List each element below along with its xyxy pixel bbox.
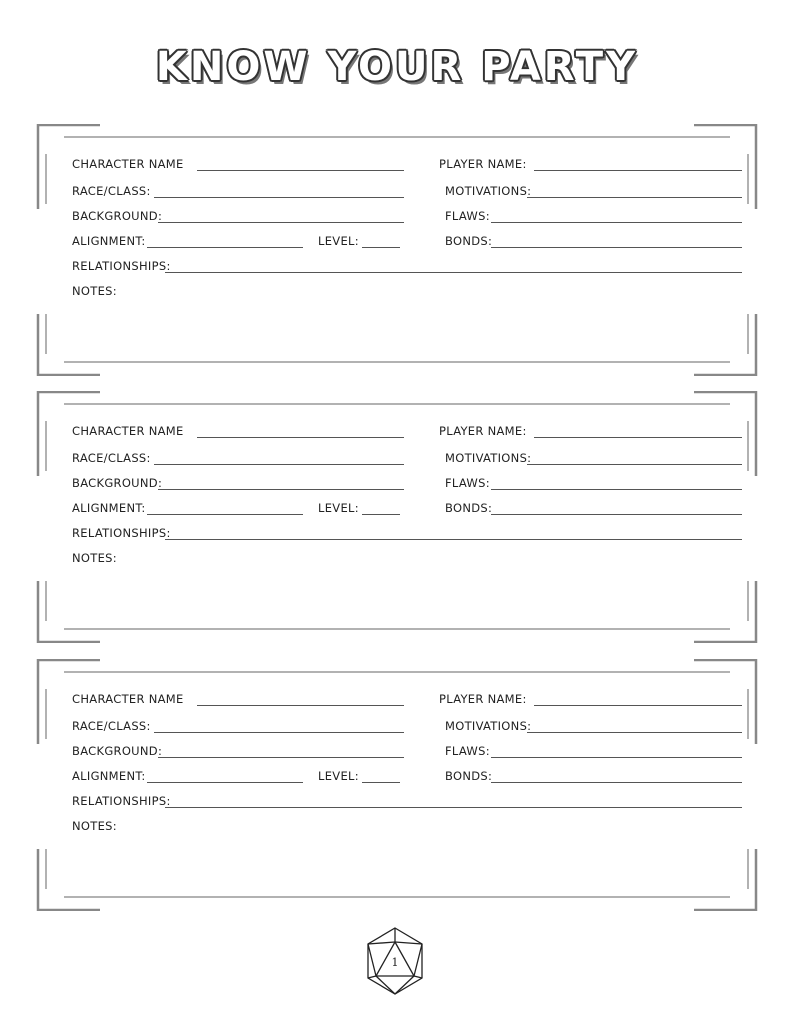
character-card-2 bbox=[0, 391, 794, 643]
notes-label: NOTES: bbox=[72, 819, 117, 833]
relationships-label: RELATIONSHIPS: bbox=[72, 526, 171, 540]
race-class-label: RACE/CLASS: bbox=[72, 184, 151, 198]
flaws-field[interactable] bbox=[491, 757, 742, 758]
race-class-field[interactable] bbox=[154, 197, 404, 198]
page-number: 1 bbox=[391, 956, 399, 969]
character-name-field[interactable] bbox=[197, 705, 404, 706]
alignment-label: ALIGNMENT: bbox=[72, 501, 146, 515]
background-field[interactable] bbox=[158, 222, 404, 223]
background-label: BACKGROUND: bbox=[72, 476, 163, 490]
character-card-1 bbox=[0, 124, 794, 376]
character-name-label: CHARACTER NAME bbox=[72, 692, 184, 706]
notes-label: NOTES: bbox=[72, 551, 117, 565]
character-name-field[interactable] bbox=[197, 170, 404, 171]
player-name-field[interactable] bbox=[534, 170, 742, 171]
bonds-label: BONDS: bbox=[445, 501, 493, 515]
level-label: LEVEL: bbox=[318, 501, 359, 515]
flaws-label: FLAWS: bbox=[445, 744, 490, 758]
background-label: BACKGROUND: bbox=[72, 209, 163, 223]
alignment-label: ALIGNMENT: bbox=[72, 234, 146, 248]
race-class-label: RACE/CLASS: bbox=[72, 451, 151, 465]
bonds-field[interactable] bbox=[491, 247, 742, 248]
player-name-label: PLAYER NAME: bbox=[439, 692, 527, 706]
relationships-field[interactable] bbox=[165, 539, 742, 540]
level-field[interactable] bbox=[362, 514, 400, 515]
motivations-field[interactable] bbox=[527, 464, 742, 465]
motivations-label: MOTIVATIONS: bbox=[445, 451, 532, 465]
alignment-field[interactable] bbox=[147, 782, 303, 783]
notes-area[interactable] bbox=[120, 284, 740, 344]
notes-label: NOTES: bbox=[72, 284, 117, 298]
motivations-field[interactable] bbox=[527, 732, 742, 733]
notes-area[interactable] bbox=[120, 551, 740, 611]
player-name-label: PLAYER NAME: bbox=[439, 424, 527, 438]
bonds-label: BONDS: bbox=[445, 769, 493, 783]
bonds-field[interactable] bbox=[491, 782, 742, 783]
flaws-field[interactable] bbox=[491, 489, 742, 490]
level-field[interactable] bbox=[362, 782, 400, 783]
background-field[interactable] bbox=[158, 757, 404, 758]
race-class-label: RACE/CLASS: bbox=[72, 719, 151, 733]
race-class-field[interactable] bbox=[154, 464, 404, 465]
flaws-label: FLAWS: bbox=[445, 476, 490, 490]
alignment-field[interactable] bbox=[147, 247, 303, 248]
relationships-field[interactable] bbox=[165, 807, 742, 808]
relationships-field[interactable] bbox=[165, 272, 742, 273]
player-name-label: PLAYER NAME: bbox=[439, 157, 527, 171]
page-title: KNOW YOUR PARTY bbox=[155, 44, 639, 90]
character-name-field[interactable] bbox=[197, 437, 404, 438]
notes-area[interactable] bbox=[120, 819, 740, 879]
motivations-label: MOTIVATIONS: bbox=[445, 719, 532, 733]
level-field[interactable] bbox=[362, 247, 400, 248]
bonds-field[interactable] bbox=[491, 514, 742, 515]
background-field[interactable] bbox=[158, 489, 404, 490]
relationships-label: RELATIONSHIPS: bbox=[72, 794, 171, 808]
flaws-field[interactable] bbox=[491, 222, 742, 223]
bonds-label: BONDS: bbox=[445, 234, 493, 248]
race-class-field[interactable] bbox=[154, 732, 404, 733]
alignment-field[interactable] bbox=[147, 514, 303, 515]
character-name-label: CHARACTER NAME bbox=[72, 157, 184, 171]
player-name-field[interactable] bbox=[534, 705, 742, 706]
background-label: BACKGROUND: bbox=[72, 744, 163, 758]
relationships-label: RELATIONSHIPS: bbox=[72, 259, 171, 273]
player-name-field[interactable] bbox=[534, 437, 742, 438]
character-card-3 bbox=[0, 659, 794, 911]
character-name-label: CHARACTER NAME bbox=[72, 424, 184, 438]
alignment-label: ALIGNMENT: bbox=[72, 769, 146, 783]
flaws-label: FLAWS: bbox=[445, 209, 490, 223]
level-label: LEVEL: bbox=[318, 234, 359, 248]
motivations-field[interactable] bbox=[527, 197, 742, 198]
motivations-label: MOTIVATIONS: bbox=[445, 184, 532, 198]
level-label: LEVEL: bbox=[318, 769, 359, 783]
